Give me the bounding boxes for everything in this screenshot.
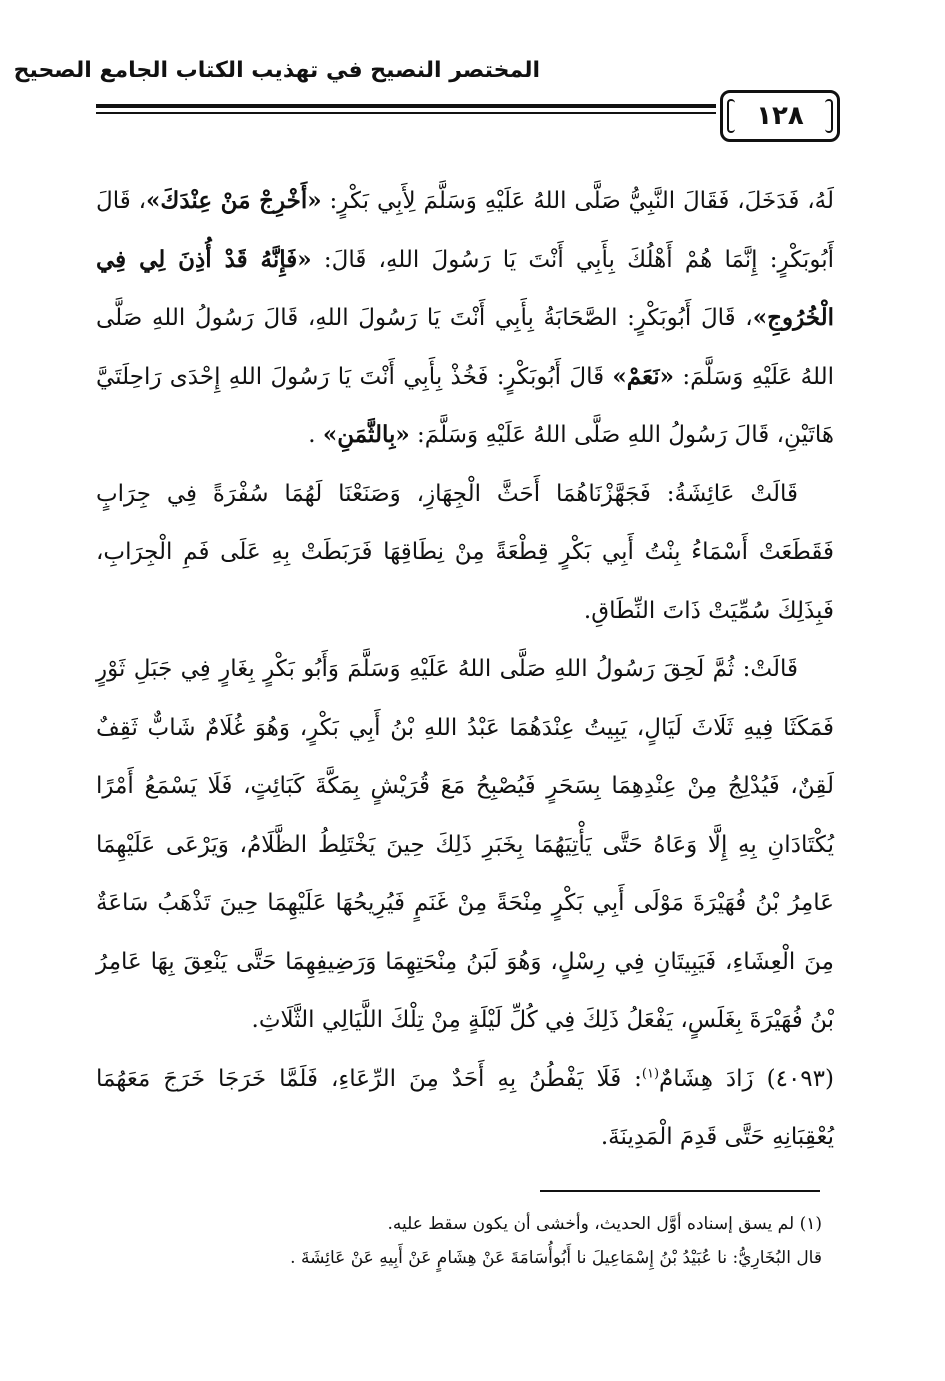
prophet-quote: «فَإِنَّهُ قَدْ أُذِنَ لِي فِي الْخُرُوجِ» (96, 245, 834, 331)
prophet-quote: «بِالثَّمَنِ» (322, 421, 410, 448)
text-run: زَادَ هِشَامٌ (659, 1065, 767, 1092)
text-run: . (308, 422, 323, 448)
header-rule-thin (96, 112, 716, 114)
text-run: ، قَالَ أَبُوبَكْرٍ: إِنَّمَا هُمْ أَهْلُكَ بِأَبِي أَنْتَ يَا رَسُولَ اللهِ، قَالَ: (96, 188, 834, 273)
paragraph-3: قَالَتْ: ثُمَّ لَحِقَ رَسُولُ اللهِ صَلَّى اللهُ عَلَيْهِ وَسَلَّمَ وَأَبُو بَكْرٍ بِغَارٍ فِي جَبَلِ ثَوْرٍ فَمَكَثَا فِيهِ ثَلَاثَ لَيَالٍ، يَبِيتُ عِنْدَهُمَا عَبْدُ اللهِ بْنُ أَبِي بَكْرٍ، وَهُوَ غُلَامٌ شَابٌّ ثَقِفٌ لَقِنٌ، فَيُدْلِجُ مِنْ عِنْدِهِمَا بِسَحَرٍ فَيُصْبِحُ مَعَ قُرَيْشٍ بِمَكَّةَ كَبَائِتٍ، فَلَا يَسْمَعُ أَمْرًا يُكْتَادَانِ بِهِ إِلَّا وَعَاهُ حَتَّى يَأْتِيَهُمَا بِخَبَرِ ذَلِكَ حِينَ يَخْتَلِطُ الظَّلَامُ، وَيَرْعَى عَلَيْهِمَا عَامِرُ بْنُ فُهَيْرَةَ مَوْلَى أَبِي بَكْرٍ مِنْحَةً مِنْ غَنَمٍ فَيُرِيحُهَا عَلَيْهِمَا حِينَ تَذْهَبُ سَاعَةٌ مِنَ الْعِشَاءِ، فَيَبِيتَانِ فِي رِسْلٍ، وَهُوَ لَبَنُ مِنْحَتِهِمَا وَرَضِيفِهِمَا حَتَّى يَنْعِقَ بِهَا عَامِرُ بْنُ فُهَيْرَةَ بِغَلَسٍ، يَفْعَلُ ذَلِكَ فِي كُلِّ لَيْلَةٍ مِنْ تِلْكَ اللَّيَالِي الثَّلَاثِ. (96, 656, 834, 1033)
paragraph-1 (96, 172, 834, 465)
footnote-reference[interactable]: (١) (641, 1065, 660, 1081)
footnote-1-continuation: قال البُخَارِيُّ: نا عُبَيْدُ بْنُ إِسْمَاعِيلَ نا أَبُوأُسَامَةَ عَنْ هِشَامٍ عَنْ أَبِيهِ عَنْ عَائِشَةَ . (290, 1248, 822, 1268)
page-number-frame (720, 90, 840, 142)
text-run: : فَلَا يَفْطُنُ بِهِ أَحَدٌ مِنَ الرِّعَاءِ، فَلَمَّا خَرَجَا خَرَجَ مَعَهُمَا يُعْقِبَانِهِ حَتَّى قَدِمَ الْمَدِينَةَ. (96, 1065, 834, 1150)
text-run: ، قَالَ أَبُوبَكْرٍ: الصَّحَابَةُ بِأَبِي أَنْتَ يَا رَسُولَ اللهِ، قَالَ رَسُولُ اللهِ صَلَّى اللهُ عَلَيْهِ وَسَلَّمَ: (96, 305, 834, 390)
text-run: قَالَ أَبُوبَكْرٍ: فَخُذْ بِأَبِي أَنْتَ يَا رَسُولَ اللهِ إِحْدَى رَاحِلَتَيَّ هَاتَيْنِ، قَالَ رَسُولُ اللهِ صَلَّى اللهُ عَلَيْهِ وَسَلَّمَ: (96, 363, 834, 448)
hadith-number: (٤٠٩٣) (766, 1065, 834, 1092)
prophet-quote: «أَخْرِجْ مَنْ عِنْدَكَ» (146, 187, 322, 214)
footnote-1: (١) لم يسق إسناده أوَّل الحديث، وأخشى أن يكون سقط عليه. (387, 1214, 822, 1234)
header-rule-thick (96, 104, 716, 108)
prophet-quote: «نَعَمْ» (612, 362, 674, 390)
text-run: لَهُ، فَدَخَلَ، فَقَالَ النَّبِيُّ صَلَّى اللهُ عَلَيْهِ وَسَلَّمَ لِأَبِي بَكْرٍ: (321, 188, 834, 214)
paragraph-4 (96, 1050, 834, 1167)
footnotes (200, 1207, 822, 1275)
page-number: ١٢٨ (756, 101, 804, 131)
footnote-separator (540, 1190, 820, 1192)
running-header-title: المختصر النصيح في تهذيب الكتاب الجامع الصحيح (13, 58, 540, 83)
paragraph-2: قَالَتْ عَائِشَةُ: فَجَهَّزْنَاهُمَا أَحَثَّ الْجِهَازِ، وَصَنَعْنَا لَهُمَا سُفْرَةً فِي جِرَابٍ فَقَطَعَتْ أَسْمَاءُ بِنْتُ أَبِي بَكْرٍ قِطْعَةً مِنْ نِطَاقِهَا فَرَبَطَتْ بِهِ عَلَى فَمِ الْجِرَابِ، فَبِذَلِكَ سُمِّيَتْ ذَاتَ النِّطَاقِ. (96, 480, 834, 624)
main-text (96, 172, 834, 1167)
